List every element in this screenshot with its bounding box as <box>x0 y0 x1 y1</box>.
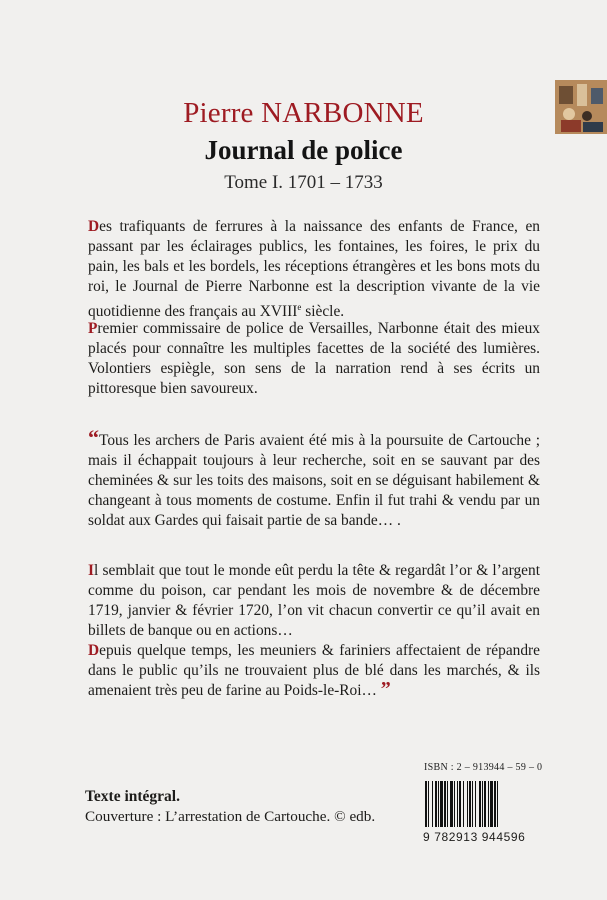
description-text: es trafiquants de ferrures à la naissance des enfants de France, en passant par les éclairages publics, les fontaines, les foires, le prix du pain, les bals et les bordels, les réceptions étrangères et les bons mots du roi, le Journal de Pierre Narbonne est la description vivante de la vie quotidienne des français au XVIII <box>88 218 540 321</box>
drop-initial: D <box>88 642 100 659</box>
close-quote-mark: ” <box>380 678 391 700</box>
volume-dates: Tome I. 1701 – 1733 <box>224 172 383 193</box>
description-paragraph <box>88 319 540 399</box>
book-title: Journal de police <box>204 135 403 165</box>
open-quote-mark: “ <box>88 425 99 450</box>
integral-text-note: Texte intégral. <box>85 788 180 805</box>
barcode-digits: 9 782913 944596 <box>423 830 526 844</box>
quote-text: epuis quelque temps, les meuniers & fariniers affectaient de répandre dans le public qu’ils ne trouvaient plus de blé dans les marchés, & ils amenaient très peu de farine au Poids-le-Roi… <box>88 642 540 699</box>
drop-initial: D <box>88 218 100 235</box>
quote-text: Tous les archers de Paris avaient été mis à la poursuite de Cartouche ; mais il échappait toujours à leur recherche, soit en se sauvant par des cheminées & sur les toits des maisons, soit en se déguisant habilement & changeant à tous moments de costume. Enfin il fut trahi & vendu par un soldat aux Gardes qui faisait partie de sa bande… . <box>88 432 540 529</box>
cover-credit: Couverture : L’arrestation de Cartouche. © edb. <box>85 808 376 825</box>
superscript: e <box>297 302 302 312</box>
quote-text: l semblait que tout le monde eût perdu la tête & regardât l’or & l’argent comme du poison, car pendant les mois de novembre & de décembre 1719, janvier & février 1720, l’on vit chacun convertir ce qu’il avait en billets de banque ou en actions… <box>88 562 540 639</box>
quote-paragraph <box>88 561 540 641</box>
quote-paragraph <box>88 641 540 701</box>
barcode-icon <box>423 781 541 827</box>
drop-initial: P <box>88 320 98 337</box>
description-tail: siècle. <box>301 303 345 321</box>
drop-initial: I <box>88 562 94 579</box>
description-paragraph <box>88 217 540 322</box>
description-text: remier commissaire de police de Versailles, Narbonne était des mieux placés pour connaître les multiples facettes de la société des lumières. Volontiers espiègle, son sens de la narration rend à ses écrits un pittoresque bien savoureux. <box>88 320 540 397</box>
author-name: Pierre NARBONNE <box>183 97 424 129</box>
isbn-label: ISBN : 2 – 913944 – 59 – 0 <box>424 762 543 773</box>
quote-paragraph <box>88 425 540 531</box>
